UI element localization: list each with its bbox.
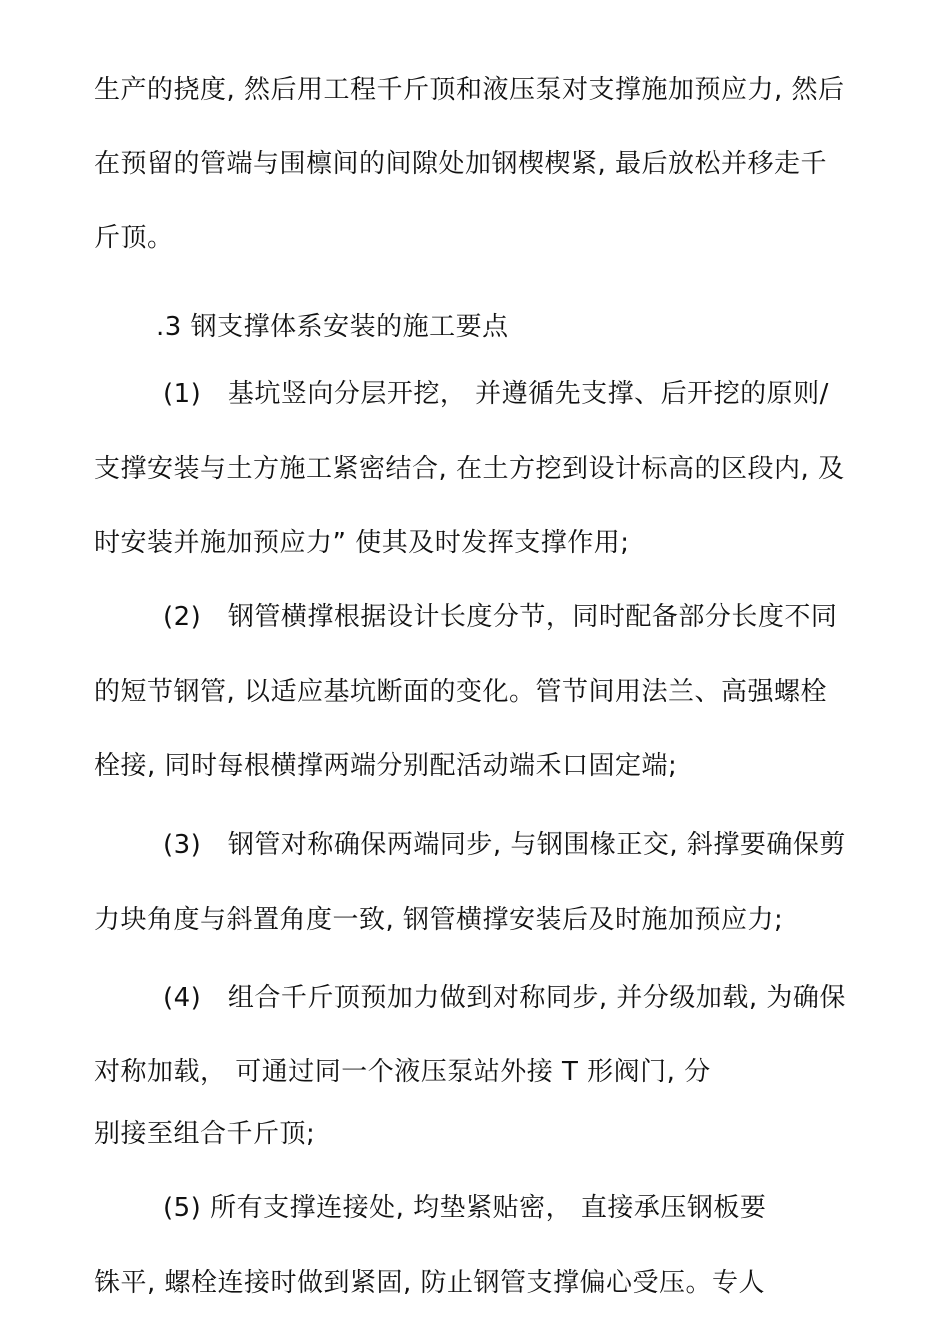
paragraph-line: 铢平, 螺栓连接时做到紧固, 防止钢管支撑偏心受压。专人 (94, 1268, 766, 1298)
paragraph-line: 时安装并施加预应力” 使其及时发挥支撑作用; (94, 528, 630, 558)
paragraph-line: 支撑安装与土方施工紧密结合, 在土方挖到设计标高的区段内, 及 (94, 454, 845, 484)
list-item-3-line: (3) 钢管对称确保两端同步, 与钢围椽正交, 斜撑要确保剪 (163, 830, 846, 860)
paragraph-line: 对称加载， 可通过同一个液压泵站外接 T 形阀门, 分 (94, 1057, 711, 1087)
section-heading: .3 钢支撑体系安装的施工要点 (156, 312, 509, 342)
list-item-5-line: (5) 所有支撑连接处, 均垫紧贴密， 直接承压钢板要 (163, 1193, 767, 1223)
paragraph-line: 的短节钢管, 以适应基坑断面的变化。管节间用法兰、高强螺栓 (94, 677, 828, 707)
paragraph-line: 别接至组合千斤顶; (94, 1119, 316, 1149)
paragraph-line: 在预留的管端与围檩间的间隙处加钢楔楔紧, 最后放松并移走千 (94, 149, 828, 179)
paragraph-line: 斤顶。 (94, 223, 174, 253)
list-item-1-line: (1) 基坑竖向分层开挖， 并遵循先支撑、后开挖的原则/ (163, 379, 829, 409)
list-item-2-line: (2) 钢管横撑根据设计长度分节，同时配备部分长度不同 (163, 602, 838, 632)
paragraph-line: 生产的挠度, 然后用工程千斤顶和液压泵对支撑施加预应力, 然后 (94, 75, 845, 105)
paragraph-line: 力块角度与斜置角度一致, 钢管横撑安装后及时施加预应力; (94, 905, 784, 935)
list-item-4-line: (4) 组合千斤顶预加力做到对称同步, 并分级加载, 为确保 (163, 983, 846, 1013)
paragraph-line: 栓接, 同时每根横撑两端分别配活动端禾口固定端; (94, 751, 678, 781)
